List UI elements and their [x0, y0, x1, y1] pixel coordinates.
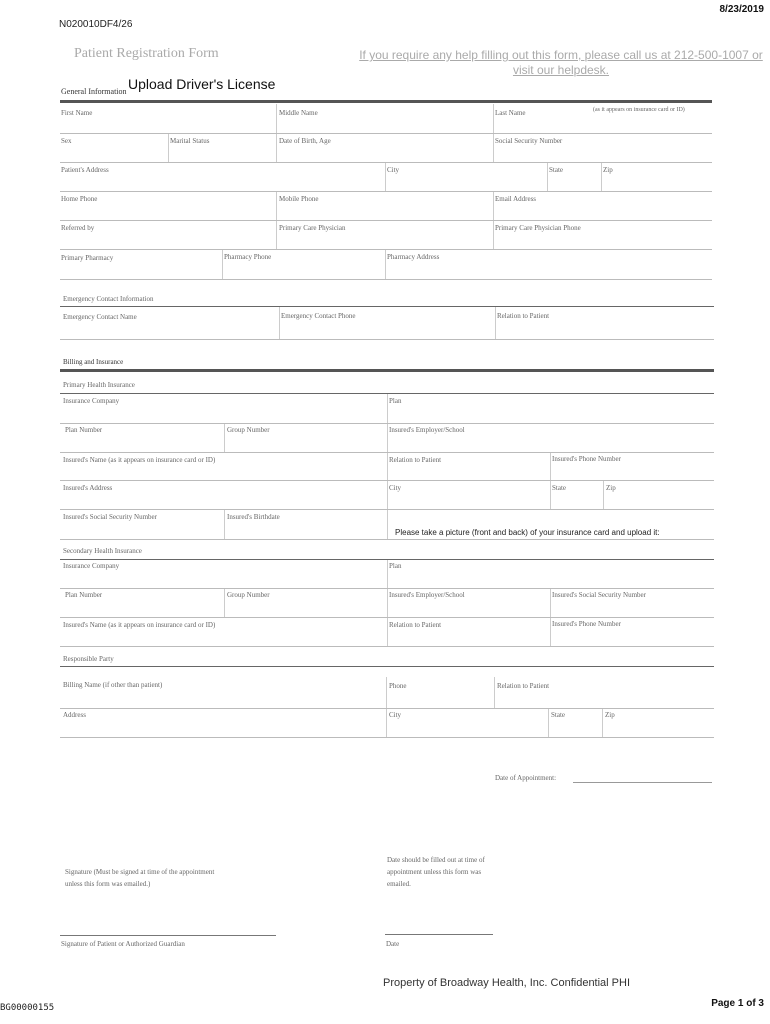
row-divider: [60, 539, 714, 540]
insured-birthdate-field[interactable]: [227, 523, 385, 538]
state-label: State: [549, 166, 563, 174]
cell-divider: [602, 709, 603, 737]
responsible-relation-field[interactable]: [497, 692, 712, 707]
header-date: 8/23/2019: [719, 4, 764, 15]
cell-divider: [387, 481, 388, 509]
row-divider: [60, 191, 712, 192]
pcp-label: Primary Care Physician: [279, 224, 346, 232]
sec-employer-field[interactable]: [389, 601, 548, 616]
sec-employer-label: Insured's Employer/School: [389, 591, 465, 599]
ssn-label: Social Security Number: [495, 137, 563, 145]
emergency-phone-field[interactable]: [281, 322, 493, 338]
address-label: Patient's Address: [61, 166, 109, 174]
cell-divider: [493, 192, 494, 220]
row-divider: [60, 220, 712, 221]
dob-label: Date of Birth, Age: [279, 137, 331, 145]
date-of-appointment-line: [573, 782, 712, 783]
cell-divider: [276, 221, 277, 249]
relation-label: Relation to Patient: [389, 456, 442, 464]
insured-state-field[interactable]: [552, 493, 601, 508]
row-divider: [60, 708, 714, 709]
cell-divider: [276, 192, 277, 220]
pcp-field[interactable]: [279, 233, 491, 248]
sec-insured-ssn-label: Insured's Social Security Number: [552, 591, 646, 599]
row-divider: [60, 249, 712, 250]
cell-divider: [386, 677, 387, 708]
signature-label: Signature of Patient or Authorized Guardian: [61, 940, 185, 948]
plan-number-label: Plan Number: [65, 426, 103, 434]
responsible-phone-field[interactable]: [389, 692, 492, 707]
date-of-appointment-field[interactable]: [573, 768, 712, 782]
insurance-company-field[interactable]: [63, 407, 385, 422]
cell-divider: [387, 618, 388, 646]
cell-divider: [387, 560, 388, 588]
row-divider: [60, 279, 712, 280]
pharmacy-address-label: Pharmacy Address: [387, 253, 440, 261]
insured-phone-field[interactable]: [552, 466, 712, 479]
state-field[interactable]: [549, 175, 599, 190]
pcp-phone-label: Primary Care Physician Phone: [495, 224, 581, 232]
group-number-field[interactable]: [227, 436, 385, 451]
billing-name-field[interactable]: [63, 692, 384, 707]
sec-plan-label: Plan: [389, 562, 402, 570]
cell-divider: [550, 589, 551, 617]
responsible-city-field[interactable]: [389, 721, 546, 736]
cell-divider: [276, 134, 277, 162]
cell-divider: [385, 250, 386, 279]
last-name-label: Last Name: [495, 109, 526, 117]
first-name-field[interactable]: [61, 116, 274, 132]
upload-drivers-license-link[interactable]: Upload Driver's License: [128, 76, 276, 92]
row-divider: [60, 339, 714, 340]
footer-property-text: Property of Broadway Health, Inc. Confidential PHI: [383, 977, 631, 989]
plan-field[interactable]: [389, 407, 712, 422]
insured-state-label: State: [552, 484, 566, 492]
cell-divider: [493, 221, 494, 249]
cell-divider: [385, 163, 386, 191]
page-number: Page 1 of 3: [711, 998, 764, 1009]
zip-field[interactable]: [603, 175, 710, 190]
sec-group-number-field[interactable]: [227, 601, 385, 616]
cell-divider: [548, 709, 549, 737]
middle-name-label: Middle Name: [279, 109, 318, 117]
address-field[interactable]: [61, 175, 383, 190]
sec-relation-field[interactable]: [389, 630, 548, 645]
pharmacy-phone-field[interactable]: [224, 263, 383, 278]
barcode-text: BG00000155: [0, 1003, 55, 1013]
billing-name-label: Billing Name (if other than patient): [63, 681, 163, 689]
sec-insurance-company-label: Insurance Company: [63, 562, 120, 570]
cell-divider: [222, 250, 223, 279]
responsible-city-label: City: [389, 711, 402, 719]
city-field[interactable]: [387, 175, 545, 190]
cell-divider: [387, 453, 388, 480]
cell-divider: [493, 104, 494, 133]
plan-number-field[interactable]: [63, 436, 222, 451]
referred-by-field[interactable]: [61, 233, 274, 248]
email-field[interactable]: [495, 204, 710, 219]
sex-field[interactable]: [61, 146, 166, 161]
cell-divider: [387, 394, 388, 423]
pharmacy-address-field[interactable]: [387, 263, 710, 278]
dob-field[interactable]: [279, 146, 491, 161]
form-title: Patient Registration Form: [74, 46, 219, 61]
emergency-relation-label: Relation to Patient: [497, 312, 550, 320]
signature-field[interactable]: [60, 905, 276, 935]
plan-label: Plan: [389, 397, 402, 405]
pharmacy-field[interactable]: [61, 263, 220, 278]
relation-field[interactable]: [389, 466, 548, 479]
insurance-company-label: Insurance Company: [63, 397, 120, 405]
cell-divider: [276, 104, 277, 133]
insured-zip-field[interactable]: [606, 493, 712, 508]
upload-insurance-card-link[interactable]: Please take a picture (front and back) of your insurance card and upload it:: [395, 528, 660, 537]
home-phone-field[interactable]: [61, 204, 274, 219]
group-number-label: Group Number: [227, 426, 270, 434]
home-phone-label: Home Phone: [61, 195, 98, 203]
insured-phone-label: Insured's Phone Number: [552, 455, 621, 463]
sec-insured-name-label: Insured's Name (as it appears on insurance card or ID): [63, 621, 216, 629]
sec-plan-number-label: Plan Number: [65, 591, 103, 599]
sec-plan-number-field[interactable]: [63, 601, 222, 616]
row-divider: [60, 133, 712, 134]
row-divider: [60, 737, 714, 738]
signature-line: [60, 935, 276, 936]
marital-status-label: Marital Status: [170, 137, 210, 145]
emergency-phone-label: Emergency Contact Phone: [281, 312, 356, 320]
sec-group-number-label: Group Number: [227, 591, 270, 599]
sec-relation-label: Relation to Patient: [389, 621, 442, 629]
city-label: City: [387, 166, 400, 174]
date-of-appointment-label: Date of Appointment:: [495, 774, 557, 782]
responsible-zip-field[interactable]: [605, 721, 712, 736]
cell-divider: [550, 481, 551, 509]
sec-plan-field[interactable]: [389, 572, 712, 587]
cell-divider: [224, 510, 225, 539]
sec-insured-phone-field[interactable]: [552, 630, 712, 645]
secondary-insurance-heading: Secondary Health Insurance: [63, 547, 142, 555]
section-divider: [60, 369, 714, 372]
cell-divider: [279, 307, 280, 339]
marital-status-field[interactable]: [170, 146, 274, 161]
cell-divider: [493, 134, 494, 162]
row-divider: [60, 306, 714, 307]
signature-note: Signature (Must be signed at time of the appointment unless this form was emailed.): [65, 868, 215, 888]
pcp-phone-field[interactable]: [495, 233, 710, 248]
general-info-heading: General Information: [61, 87, 127, 96]
primary-insurance-heading: Primary Health Insurance: [63, 381, 135, 389]
date-line: [385, 934, 493, 935]
employer-field[interactable]: [389, 436, 712, 451]
responsible-relation-label: Relation to Patient: [497, 682, 550, 690]
cell-divider: [550, 453, 551, 480]
cell-divider: [494, 677, 495, 708]
cell-divider: [224, 424, 225, 452]
sec-insured-name-field[interactable]: [63, 630, 385, 645]
first-name-label: First Name: [61, 109, 93, 117]
section-divider: [60, 100, 712, 103]
sex-label: Sex: [61, 137, 72, 145]
responsible-state-field[interactable]: [551, 721, 600, 736]
responsible-state-label: State: [551, 711, 565, 719]
sec-insurance-company-field[interactable]: [63, 572, 385, 587]
email-label: Email Address: [495, 195, 537, 203]
date-note: Date should be filled out at time of appointment unless this form was emailed.: [387, 856, 485, 888]
responsible-address-label: Address: [63, 711, 86, 719]
sec-insured-ssn-field[interactable]: [552, 601, 712, 616]
pharmacy-phone-label: Pharmacy Phone: [224, 253, 272, 261]
emergency-relation-field[interactable]: [497, 322, 712, 338]
insured-city-label: City: [389, 484, 402, 492]
last-name-note: (as it appears on insurance card or ID): [593, 107, 685, 113]
responsible-phone-label: Phone: [389, 682, 407, 690]
insured-name-label: Insured's Name (as it appears on insurance card or ID): [63, 456, 216, 464]
billing-heading: Billing and Insurance: [63, 358, 124, 366]
cell-divider: [495, 307, 496, 339]
insured-address-field[interactable]: [63, 493, 385, 508]
signature-date-field[interactable]: [385, 905, 493, 934]
sec-insured-phone-label: Insured's Phone Number: [552, 620, 621, 628]
insured-zip-label: Zip: [606, 484, 616, 492]
row-divider: [60, 666, 714, 667]
document-code: N020010DF4/26: [59, 19, 133, 30]
mobile-phone-field[interactable]: [279, 204, 491, 219]
employer-label: Insured's Employer/School: [389, 426, 465, 434]
cell-divider: [386, 709, 387, 737]
referred-by-label: Referred by: [61, 224, 95, 232]
cell-divider: [387, 589, 388, 617]
cell-divider: [547, 163, 548, 191]
responsible-address-field[interactable]: [63, 721, 384, 736]
last-name-field[interactable]: [495, 116, 710, 132]
insured-ssn-field[interactable]: [63, 523, 222, 538]
cell-divider: [550, 618, 551, 646]
cell-divider: [603, 481, 604, 509]
emergency-heading: Emergency Contact Information: [63, 295, 154, 303]
middle-name-field[interactable]: [279, 116, 491, 132]
emergency-name-field[interactable]: [63, 322, 277, 338]
cell-divider: [387, 510, 388, 539]
insured-birthdate-label: Insured's Birthdate: [227, 513, 280, 521]
insured-name-field[interactable]: [240, 466, 385, 479]
mobile-phone-label: Mobile Phone: [279, 195, 319, 203]
help-link[interactable]: If you require any help filling out this form, please call us at 212-500-1007 or visit our helpdesk.: [359, 48, 763, 77]
date-label: Date: [386, 940, 400, 948]
ssn-field[interactable]: [495, 146, 710, 161]
pharmacy-label: Primary Pharmacy: [61, 254, 114, 262]
insured-city-field[interactable]: [389, 493, 548, 508]
insured-ssn-label: Insured's Social Security Number: [63, 513, 157, 521]
responsible-party-heading: Responsible Party: [63, 655, 114, 663]
cell-divider: [168, 134, 169, 162]
insured-address-label: Insured's Address: [63, 484, 113, 492]
cell-divider: [387, 424, 388, 452]
responsible-zip-label: Zip: [605, 711, 615, 719]
row-divider: [60, 646, 714, 647]
cell-divider: [601, 163, 602, 191]
emergency-name-label: Emergency Contact Name: [63, 313, 137, 321]
cell-divider: [224, 589, 225, 617]
row-divider: [60, 162, 712, 163]
zip-label: Zip: [603, 166, 613, 174]
